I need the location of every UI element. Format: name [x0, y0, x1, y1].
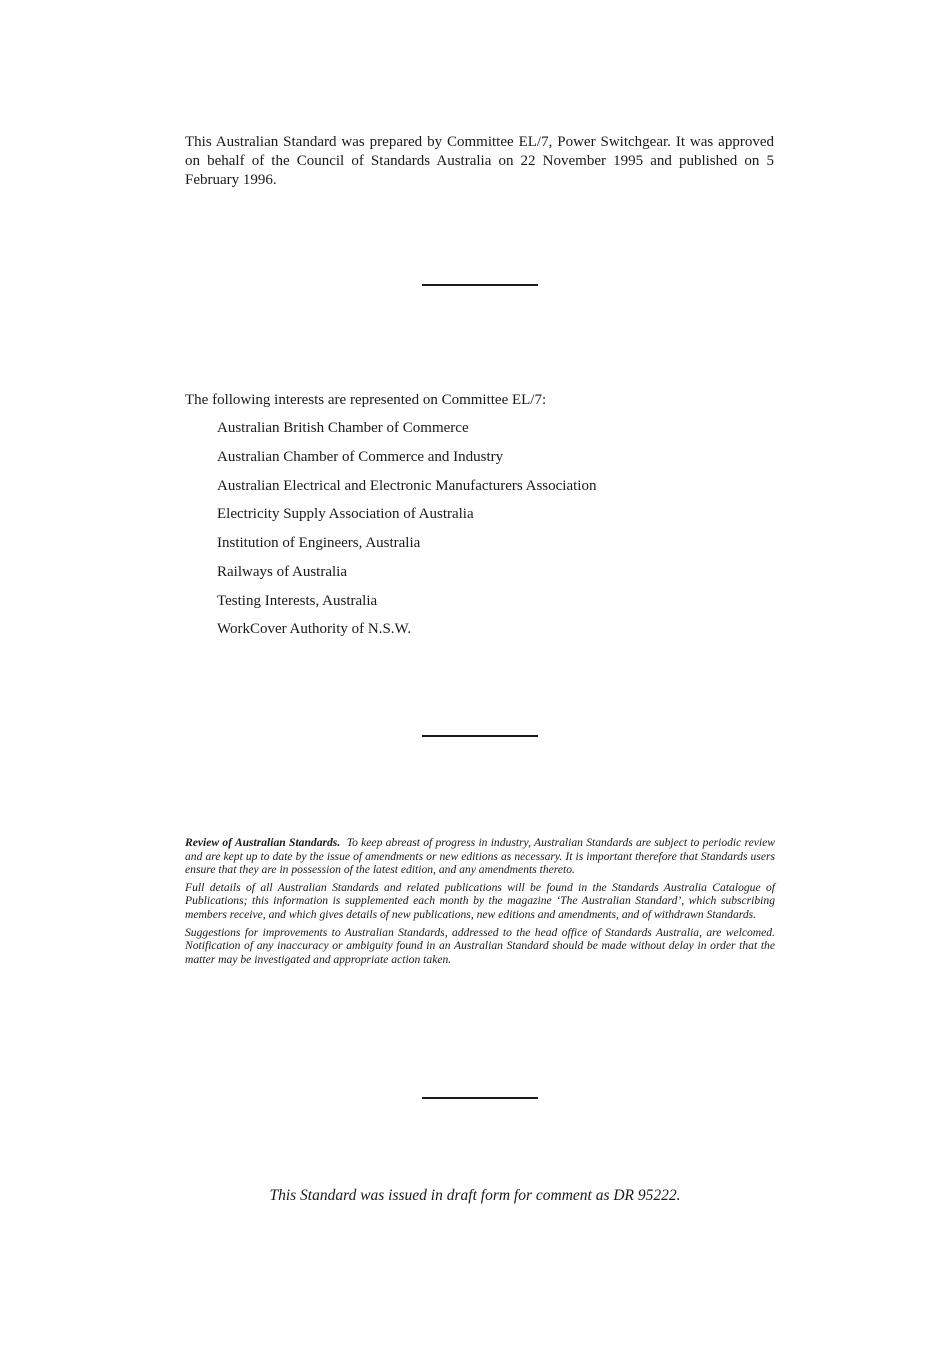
review-paragraph — [185, 836, 775, 877]
section-divider — [422, 735, 538, 737]
review-text: To keep abreast of progress in industry, Australian Standards are subject to periodic review and are kept up to date by the issue of amendments or new editions as necessary. It is important therefore that Standards users ensure that they are in possession of the latest edition, and any amendments thereto. — [185, 836, 775, 877]
catalogue-paragraph: Full details of all Australian Standards and related publications will be found in the Standards Australia Catalogue of Publications; this information is supplemented each month by the magazine ‘The Australian Standard’, which subscribing members receive, and which gives details of new publications, new editions and amendments, and of withdrawn Standards. — [185, 880, 775, 921]
section-divider — [422, 284, 538, 286]
list-item: Testing Interests, Australia — [217, 592, 378, 609]
interests-heading: The following interests are represented on Committee EL/7: — [185, 392, 547, 408]
list-item: Railways of Australia — [217, 563, 347, 580]
review-notice — [185, 836, 775, 970]
list-item: Australian Chamber of Commerce and Industry — [217, 448, 504, 465]
suggestions-paragraph: Suggestions for improvements to Australian Standards, addressed to the head office of Standards Australia, are welcomed. Notification of any inaccuracy or ambiguity found in an Australian Standard should be made without delay in order that the matter may be investigated and appropriate action taken. — [185, 925, 775, 966]
list-item: Institution of Engineers, Australia — [217, 535, 421, 551]
section-divider — [422, 1097, 538, 1099]
draft-notice: This Standard was issued in draft form for comment as DR 95222. — [269, 1187, 681, 1204]
review-title: Review of Australian Standards. — [185, 836, 341, 849]
interests-list — [217, 419, 596, 649]
list-item: WorkCover Authority of N.S.W. — [217, 621, 412, 638]
list-item: Australian Electrical and Electronic Manufacturers Association — [217, 477, 597, 494]
list-item: Australian British Chamber of Commerce — [217, 420, 469, 436]
list-item: Electricity Supply Association of Australia — [217, 506, 474, 523]
preparation-statement: This Australian Standard was prepared by Committee EL/7, Power Switchgear. It was approved on behalf of the Council of Standards Australia on 22 November 1995 and published on 5 February 1996. — [185, 134, 774, 188]
